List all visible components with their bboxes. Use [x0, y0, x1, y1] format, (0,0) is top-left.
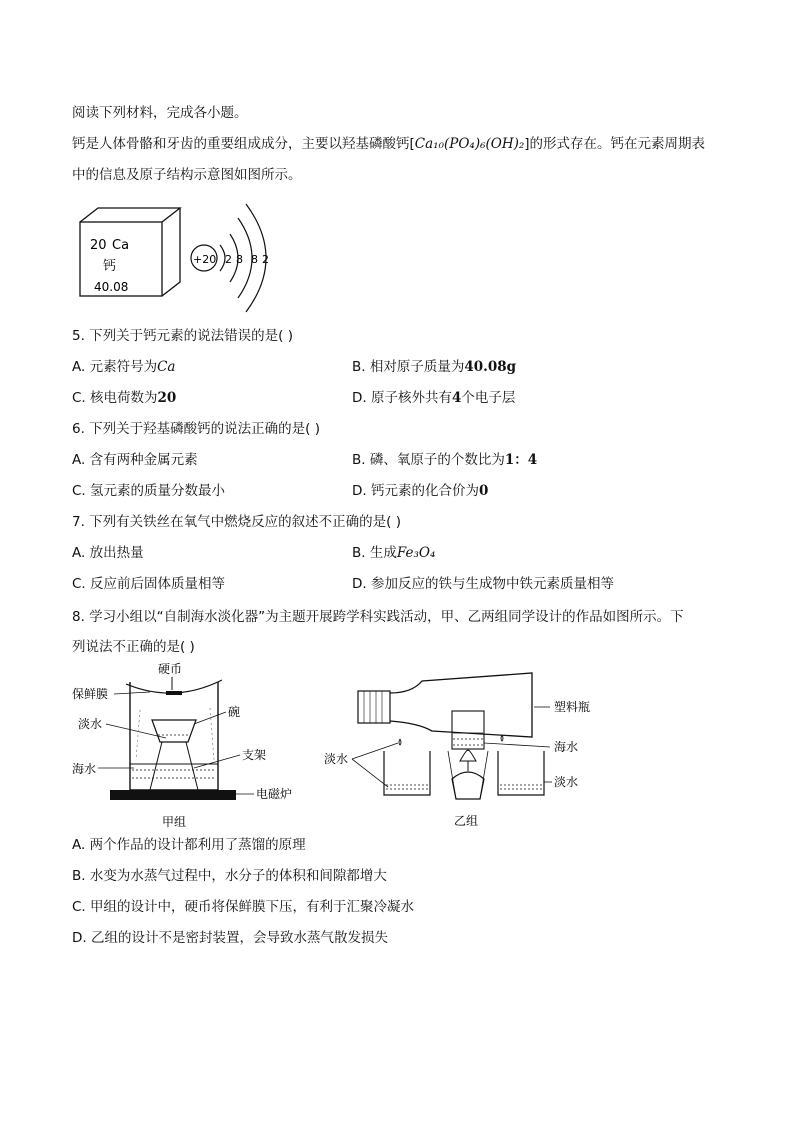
material-line-2: 中的信息及原子结构示意图如图所示。 — [72, 167, 302, 183]
label-fresh-right: 淡水 — [554, 775, 579, 789]
q7-stem: 7. 下列有关铁丝在氧气中燃烧反应的叙述不正确的是( ) — [72, 514, 401, 530]
q5-d-value: 4 — [451, 390, 462, 406]
caption-yi: 乙组 — [454, 814, 479, 828]
q6-option-a[interactable]: A. 含有两种金属元素 — [72, 452, 198, 468]
q8-option-a[interactable]: A. 两个作品的设计都利用了蒸馏的原理 — [72, 837, 306, 853]
q6-b-value: 1：4 — [504, 452, 538, 468]
label-film: 保鲜膜 — [72, 687, 109, 701]
q6-stem: 6. 下列关于羟基磷酸钙的说法正确的是( ) — [72, 421, 320, 437]
right-collecting-beaker — [498, 751, 544, 795]
label-fresh-left: 淡水 — [324, 752, 349, 766]
plastic-bottle — [390, 673, 532, 737]
material-line-1 — [72, 135, 705, 153]
q7-b-value: Fe₃O₄ — [396, 545, 436, 561]
q5-a-value: Ca — [157, 359, 176, 375]
label-stand: 支架 — [242, 748, 267, 762]
material-text-a: 钙是人体骨骼和牙齿的重要组成成分，主要以羟基磷酸钙[ — [72, 136, 415, 152]
q7-option-a[interactable]: A. 放出热量 — [72, 545, 144, 561]
q5-c-value: 20 — [157, 390, 177, 406]
shell-3-electrons: 8 — [251, 253, 258, 266]
label-sea-water: 海水 — [72, 762, 97, 776]
figure-jia — [70, 660, 310, 830]
label-bowl: 碗 — [228, 705, 241, 719]
inner-cup — [452, 711, 484, 749]
label-bottle: 塑料瓶 — [554, 700, 591, 714]
q6-option-c[interactable]: C. 氢元素的质量分数最小 — [72, 483, 226, 499]
q8-option-c[interactable]: C. 甲组的设计中，硬币将保鲜膜下压，有利于汇聚冷凝水 — [72, 899, 415, 915]
q8-stem-line-1: 8. 学习小组以“自制海水淡化器”为主题开展跨学科实践活动，甲、乙两组同学设计的作品如图所示。下 — [72, 609, 684, 625]
element-figure — [70, 196, 280, 320]
induction-stove — [110, 790, 236, 800]
left-collecting-beaker — [384, 751, 430, 795]
q5-option-c[interactable]: C. 核电荷数为20 — [72, 390, 177, 406]
bottle-cap — [358, 691, 390, 723]
shell-1-electrons: 2 — [225, 253, 232, 266]
material-text-b: ]的形式存在。钙在元素周期表 — [524, 136, 706, 152]
q8-stem-line-2: 列说法不正确的是( ) — [72, 639, 195, 655]
atom-structure-diagram — [191, 204, 269, 312]
atomic-number: 20 — [90, 238, 107, 253]
q5-b-value: 40.08g — [464, 359, 517, 375]
q5-stem: 5. 下列关于钙元素的说法错误的是( ) — [72, 328, 293, 344]
q5-option-d[interactable]: D. 原子核外共有4个电子层 — [352, 390, 516, 406]
caption-jia: 甲组 — [162, 815, 187, 829]
q8-option-d[interactable]: D. 乙组的设计不是密封装置，会导致水蒸气散发损失 — [72, 930, 388, 946]
element-card — [80, 208, 180, 296]
element-symbol: Ca — [112, 238, 130, 253]
q5-option-a[interactable]: A. 元素符号为Ca — [72, 359, 176, 375]
q8-option-b[interactable]: B. 水变为水蒸气过程中，水分子的体积和间隙都增大 — [72, 868, 387, 884]
formula: Ca₁₀(PO₄)₆(OH)₂ — [414, 136, 525, 152]
q7-option-d[interactable]: D. 参加反应的铁与生成物中铁元素质量相等 — [352, 576, 614, 592]
q7-option-b[interactable]: B. 生成Fe₃O₄ — [352, 545, 436, 561]
beaker-outline — [130, 682, 218, 790]
label-stove: 电磁炉 — [256, 787, 293, 801]
atomic-mass: 40.08 — [94, 280, 129, 294]
flame — [460, 750, 476, 761]
nucleus-charge: +20 — [193, 253, 217, 266]
q5-option-b[interactable]: B. 相对原子质量为40.08g — [352, 359, 517, 375]
intro-text: 阅读下列材料，完成各小题。 — [72, 105, 248, 121]
q6-d-value: 0 — [478, 483, 489, 499]
figure-yi — [322, 665, 622, 830]
shell-4-electrons: 2 — [262, 253, 269, 266]
label-fresh-water: 淡水 — [78, 717, 103, 731]
q6-option-b[interactable]: B. 磷、氧原子的个数比为1：4 — [352, 452, 538, 468]
q7-option-c[interactable]: C. 反应前后固体质量相等 — [72, 576, 226, 592]
bowl-shape — [152, 720, 196, 742]
element-name: 钙 — [103, 259, 117, 274]
q6-option-d[interactable]: D. 钙元素的化合价为0 — [352, 483, 489, 499]
label-coin: 硬币 — [158, 662, 183, 676]
shell-2-electrons: 8 — [236, 253, 243, 266]
alcohol-lamp — [452, 772, 484, 799]
label-sea-water: 海水 — [554, 740, 579, 754]
